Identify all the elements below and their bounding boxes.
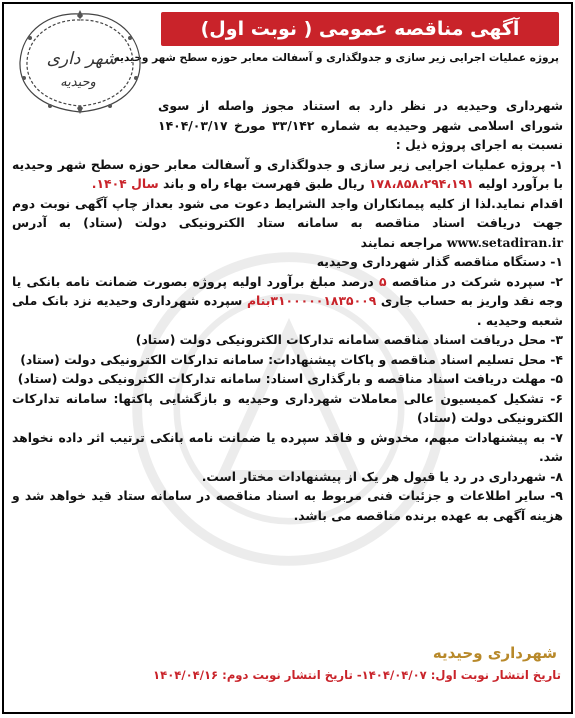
project-item — [12, 155, 563, 194]
deposit-text-2: درصد مبلغ برآورد اولیه پروژه بصورت ضمانت نامه بانکی یا وجه نقد واریز به حساب جاری — [12, 273, 563, 308]
logo-text-1: شهر داری — [46, 49, 118, 69]
condition-item-7: ۷- به پیشنهادات مبهم، مخدوش و فاقد سپرده یا ضمانت نامه بانکی ترتیب اثر داده نخواهد شد. — [12, 429, 563, 464]
price-list-year: سال ۱۴۰۴. — [91, 176, 159, 191]
account-number: ۳۱۰۰۰۰۰۱۸۳۵۰۰۹ — [270, 293, 377, 308]
logo-text-2: وحیدیه — [60, 75, 96, 90]
call-paragraph — [12, 194, 563, 253]
condition-item-8: ۸- شهرداری در رد یا قبول هر یک از پیشنهادات مختار است. — [201, 468, 563, 484]
notice-title: آگهی مناقصه عمومی ( نوبت اول) — [161, 12, 559, 46]
condition-item-1: ۱- دستگاه مناقصه گذار شهرداری وحیدیه — [316, 254, 563, 269]
publication-dates: تاریخ انتشار نوبت اول: ۱۴۰۴/۰۴/۰۷- تاریخ انتشار نوبت دوم: ۱۴۰۴/۰۴/۱۶ — [153, 668, 561, 682]
intro-paragraph: شهرداری وحیدیه در نظر دارد به استناد مجوز واصله از سوی شورای اسلامی شهر وحیدیه به شماره ۳۳/۱۴۲ مورخ ۱۴۰۴/۰۳/۱۷ نسبت به اجرای پروژه ذیل : — [158, 98, 563, 152]
deposit-text-3: سپرده شهرداری وحیدیه نزد بانک ملی شعبه وحیدیه . — [12, 293, 563, 328]
notice-subtitle: پروژه عملیات اجرایی زیر سازی و جدولگذاری و آسفالت معابر حوزه سطح شهر وحیدیه — [113, 52, 559, 64]
condition-item-4: ۴- محل تسلیم اسناد مناقصه و پاکات پیشنهادات: سامانه تدارکات الکترونیکی دولت (ستاد) — [20, 351, 563, 367]
estimate-amount: ۱۷۸،۸۵۸،۲۹۴،۱۹۱ — [368, 176, 474, 191]
condition-item-5: ۵- مهلت دریافت اسناد مناقصه و بارگذاری اسناد: سامانه تدارکات الکترونیکی دولت (ستاد) — [17, 371, 563, 386]
project-text: ۱- پروژه عملیات اجرایی زیر سازی و جدولگذاری و آسفالت معابر حوزه سطح شهر وحیدیه با برآورد اولیه — [12, 156, 563, 191]
account-owner-label: بنام — [246, 293, 271, 308]
project-text-2: ریال طبق فهرست بهاء راه و باند — [158, 176, 369, 191]
call-text-2: مراجعه نمایند — [360, 234, 447, 250]
setad-website-link[interactable]: www.setadiran.ir — [446, 234, 563, 250]
condition-item-9: ۹- سایر اطلاعات و جزئیات فنی مربوط به اسناد مناقصه در سامانه ستاد قید خواهد شد و هزینه آگهی به عهده برنده مناقصه می باشد. — [12, 488, 563, 523]
condition-item-2 — [12, 272, 563, 331]
call-text: اقدام نماید.لذا از کلیه پیمانکاران واجد الشرایط دعوت می شود بعداز چاپ آگهی نوبت دوم جهت دریافت اسناد مناقصه به سامانه ستاد الکترونیکی دولت (ستاد) به آدرس — [12, 195, 563, 230]
deposit-text: ۲- سپرده شرکت در مناقصه — [386, 273, 563, 289]
signature: شهرداری وحیدیه — [432, 644, 557, 662]
deposit-percent: ۵ — [379, 273, 387, 289]
condition-item-3: ۳- محل دریافت اسناد مناقصه سامانه تدارکات الکترونیکی دولت (ستاد) — [135, 332, 563, 347]
notice-body — [12, 96, 563, 525]
tender-notice — [2, 2, 573, 714]
notice-header — [4, 4, 571, 94]
condition-item-6: ۶- تشکیل کمیسیون عالی معاملات شهرداری وحیدیه و بازگشایی پاکتها: سامانه تدارکات الکترونیکی دولت (ستاد) — [12, 390, 563, 425]
